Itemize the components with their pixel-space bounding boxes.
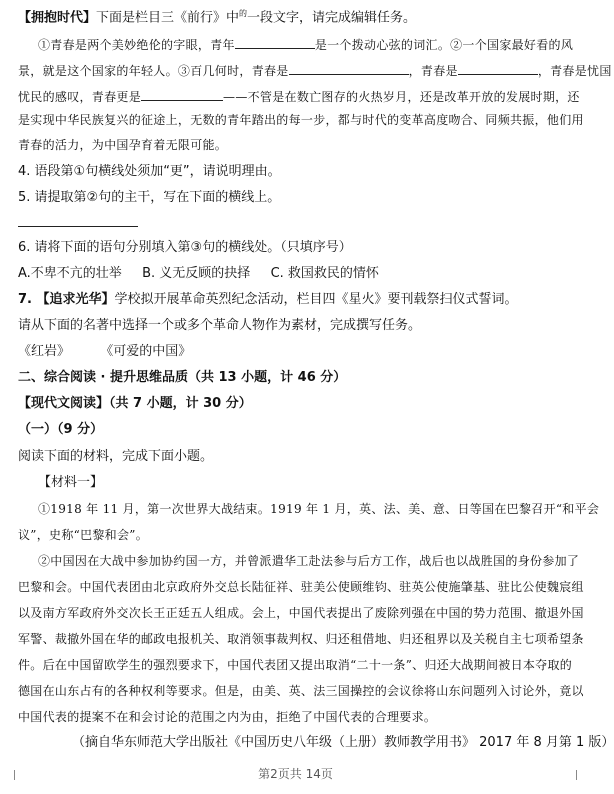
answer-blank[interactable] — [458, 62, 538, 75]
page-number: 第2页共 14页 — [258, 767, 333, 781]
answer-blank[interactable] — [141, 88, 223, 101]
task-text-b: 一段文字，请完成编辑任务。 — [247, 10, 417, 26]
task-sup: 的 — [239, 9, 248, 18]
book-list — [18, 344, 575, 360]
option-a: A.不卑不亢的壮举 — [18, 266, 122, 281]
question-4: 4. 语段第①句横线处须加“更”，请说明理由。 — [18, 164, 281, 179]
passage-line-4: 是实现中华民族复兴的征途上，无数的青年踏出的每一步，都与时代的变革高度吻合、同频共振，他们用 — [18, 113, 584, 127]
section-2-title: 二、综合阅读 · 提升思维品质（共 13 小题，计 46 分） — [18, 370, 347, 385]
question-5: 5. 请提取第②句的主干，写在下面的横线上。 — [18, 190, 281, 205]
passage-line-2: 景，就是这个国家的年轻人。③百几何时，青春是 ，青春是 ，青春是忧国 — [18, 64, 612, 78]
answer-blank[interactable] — [235, 36, 315, 49]
material-label: 【材料一】 — [38, 475, 104, 490]
question-6: 6. 请将下面的语句分别填入第③句的横线处。（只填序号） — [18, 240, 352, 255]
material-p1-line-1: ①1918 年 11 月，第一次世界大战结束。1919 年 1 月，英、法、美、意、日等国在巴黎召开“和平会 — [38, 502, 600, 516]
material-p2-line-5: 件。后在中国留欧学生的强烈要求下，中国代表团又提出取消“二十一条”、归还大战期间被日本夺取的 — [18, 658, 573, 672]
passage-line-5: 青春的活力，为中国孕育着无限可能。 — [18, 138, 228, 152]
answer-line[interactable] — [18, 226, 138, 227]
material-p2-line-6: 德国在山东占有的各种权利等要求。但是，由美、英、法三国操控的会议徐将山东问题列入讨论外，竟以 — [18, 684, 584, 698]
material-p2-line-2: 巴黎和会。中国代表团由北京政府外交总长陆征祥、驻美公使顾维钧、驻英公使施肇基、驻比公使魏宸组 — [18, 580, 584, 594]
option-c: C. 救国救民的情怀 — [270, 266, 379, 281]
part-heading: （一）（9 分） — [18, 422, 104, 437]
material-p2-line-3: 以及南方军政府外交次长王正廷五人组成。会上，中国代表提出了废除列强在中国的势力范围、撤退外国 — [18, 606, 584, 620]
answer-blank[interactable] — [289, 62, 409, 75]
material-p1-line-2: 议”，史称“巴黎和会”。 — [18, 528, 149, 542]
reading-instruction: 阅读下面的材料，完成下面小题。 — [18, 449, 214, 464]
book-title: 《可爱的中国》 — [100, 344, 192, 359]
passage-line-1: ①青春是两个美妙绝伦的字眼，青年 是一个拨动心弦的词汇。②一个国家最好看的风 — [38, 38, 574, 52]
book-title: 《红岩》 — [18, 344, 71, 359]
question-7-tag: 7. 【追求光华】 — [18, 292, 115, 307]
question-6-options — [18, 266, 575, 282]
option-b: B. 义无反顾的抉择 — [142, 266, 251, 281]
material-p2-line-4: 军警、裁撤外国在华的邮政电报机关、取消领事裁判权、归还租借地、归还租界以及关税自主七项希望条 — [18, 632, 584, 646]
task-tag: 【拥抱时代】 — [18, 10, 97, 26]
source-citation: （摘自华东师范大学出版社《中国历史八年级（上册）教师教学用书》 2017 年 8 月第 1 版） — [72, 735, 614, 750]
material-p2-line-1: ②中国因在大战中参加协约国一方，并曾派遣华工赴法参与后方工作，战后也以战胜国的身份参加了 — [38, 554, 580, 568]
section-2-subtitle: 【现代文阅读】（共 7 小题，计 30 分） — [18, 396, 252, 411]
question-7-sub: 请从下面的名著中选择一个或多个革命人物作为素材，完成撰写任务。 — [18, 318, 422, 333]
task-text-a: 下面是栏目三《前行》中 — [96, 10, 240, 26]
task-header — [18, 6, 575, 26]
question-7: 7. 【追求光华】学校拟开展革命英烈纪念活动，栏目四《星火》要刊载祭扫仪式誓词。 — [18, 292, 518, 307]
material-p2-line-7: 中国代表的提案不在和会讨论的范围之内为由，拒绝了中国代表的合理要求。 — [18, 710, 437, 724]
passage-line-3: 忧民的感叹，青春更是 ——不管是在数亡图存的火热岁月，还是改革开放的发展时期，还 — [18, 90, 580, 104]
